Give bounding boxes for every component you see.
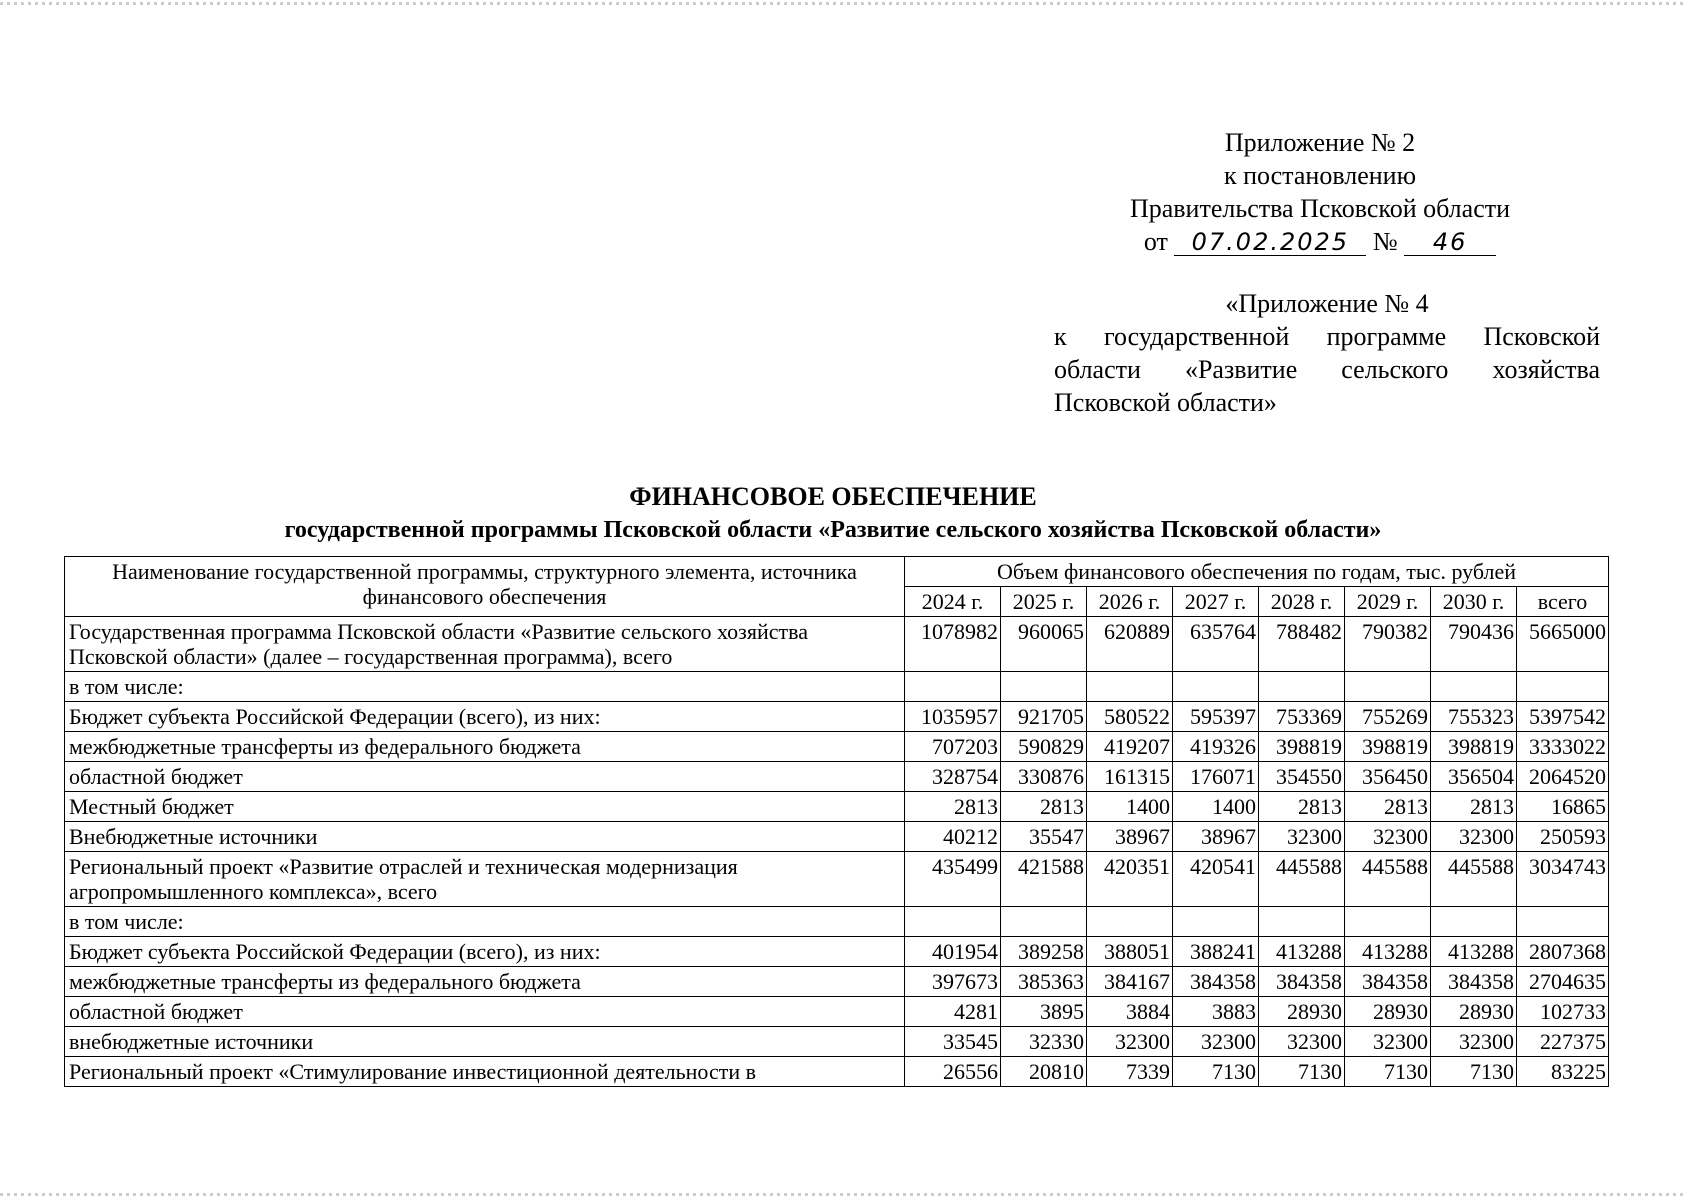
year-header: 2024 г. <box>905 587 1001 617</box>
value-cell: 38967 <box>1173 822 1259 852</box>
value-cell <box>1087 672 1173 702</box>
value-cell <box>1259 672 1345 702</box>
value-cell: 413288 <box>1345 937 1431 967</box>
value-cell: 419207 <box>1087 732 1173 762</box>
value-cell <box>1087 907 1173 937</box>
table-row <box>65 852 1609 907</box>
row-name-cell: в том числе: <box>65 672 905 702</box>
value-cell <box>905 672 1001 702</box>
year-header: 2030 г. <box>1431 587 1517 617</box>
value-cell: 7339 <box>1087 1057 1173 1087</box>
value-cell: 32300 <box>1345 822 1431 852</box>
value-cell: 398819 <box>1345 732 1431 762</box>
number-label: № <box>1372 227 1398 256</box>
value-cell: 35547 <box>1001 822 1087 852</box>
document-title: ФИНАНСОВОЕ ОБЕСПЕЧЕНИЕ <box>629 482 1037 511</box>
row-name-cell: областной бюджет <box>65 997 905 1027</box>
value-cell: 398819 <box>1431 732 1517 762</box>
value-cell: 1400 <box>1173 792 1259 822</box>
value-cell: 398819 <box>1259 732 1345 762</box>
row-name-cell: Бюджет субъекта Российской Федерации (всего), из них: <box>65 702 905 732</box>
appendix-program-block <box>1054 287 1600 419</box>
value-cell <box>1001 672 1087 702</box>
table-row <box>65 792 1609 822</box>
value-cell: 419326 <box>1173 732 1259 762</box>
appendix-program-line-1: «Приложение № 4 <box>1225 289 1429 318</box>
value-cell: 7130 <box>1345 1057 1431 1087</box>
value-cell: 176071 <box>1173 762 1259 792</box>
value-cell: 707203 <box>905 732 1001 762</box>
value-cell: 3333022 <box>1517 732 1609 762</box>
value-cell: 2813 <box>1259 792 1345 822</box>
value-cell: 28930 <box>1431 997 1517 1027</box>
value-cell: 420541 <box>1173 852 1259 907</box>
year-header: 2028 г. <box>1259 587 1345 617</box>
value-cell: 161315 <box>1087 762 1173 792</box>
document-subtitle: государственной программы Псковской области «Развитие сельского хозяйства Псковской области» <box>284 517 1382 543</box>
value-cell: 384358 <box>1173 967 1259 997</box>
value-cell: 788482 <box>1259 617 1345 672</box>
value-cell: 32300 <box>1259 1027 1345 1057</box>
table-body <box>65 617 1609 1087</box>
value-cell: 32330 <box>1001 1027 1087 1057</box>
value-cell: 3884 <box>1087 997 1173 1027</box>
value-cell: 2064520 <box>1517 762 1609 792</box>
value-cell: 250593 <box>1517 822 1609 852</box>
value-cell: 33545 <box>905 1027 1001 1057</box>
row-name-cell: Региональный проект «Стимулирование инвестиционной деятельности в <box>65 1057 905 1087</box>
appendix-date-line <box>1090 225 1550 258</box>
value-cell: 435499 <box>905 852 1001 907</box>
value-cell: 790436 <box>1431 617 1517 672</box>
value-cell: 7130 <box>1259 1057 1345 1087</box>
row-name-cell: Бюджет субъекта Российской Федерации (всего), из них: <box>65 937 905 967</box>
row-name-cell: в том числе: <box>65 907 905 937</box>
appendix-program-line-4: Псковской области» <box>1054 388 1277 417</box>
value-cell <box>1517 672 1609 702</box>
value-cell: 32300 <box>1087 1027 1173 1057</box>
value-cell: 356450 <box>1345 762 1431 792</box>
value-cell: 385363 <box>1001 967 1087 997</box>
row-name-cell: Региональный проект «Развитие отраслей и техническая модернизация агропромышленного комплекса», всего <box>65 852 905 907</box>
value-cell: 38967 <box>1087 822 1173 852</box>
value-cell: 354550 <box>1259 762 1345 792</box>
value-cell: 755323 <box>1431 702 1517 732</box>
value-cell: 4281 <box>905 997 1001 1027</box>
appendix-program-line-2: к государственной программе Псковской <box>1054 322 1600 351</box>
value-cell: 413288 <box>1259 937 1345 967</box>
appendix-line-1: Приложение № 2 <box>1224 128 1416 157</box>
table-row <box>65 762 1609 792</box>
handwritten-number: 46 <box>1404 229 1496 256</box>
scan-edge-bottom <box>0 1193 1686 1196</box>
value-cell: 5665000 <box>1517 617 1609 672</box>
value-cell: 384167 <box>1087 967 1173 997</box>
value-cell: 28930 <box>1345 997 1431 1027</box>
value-cell <box>1173 672 1259 702</box>
row-name-cell: областной бюджет <box>65 762 905 792</box>
value-cell: 420351 <box>1087 852 1173 907</box>
value-cell: 445588 <box>1345 852 1431 907</box>
value-cell <box>1259 907 1345 937</box>
table-row <box>65 1027 1609 1057</box>
value-cell: 32300 <box>1431 822 1517 852</box>
value-cell: 32300 <box>1431 1027 1517 1057</box>
value-cell: 384358 <box>1259 967 1345 997</box>
value-cell <box>1431 672 1517 702</box>
value-cell: 397673 <box>905 967 1001 997</box>
value-cell: 2807368 <box>1517 937 1609 967</box>
value-cell: 445588 <box>1431 852 1517 907</box>
row-name-cell: межбюджетные трансферты из федерального бюджета <box>65 732 905 762</box>
value-cell: 790382 <box>1345 617 1431 672</box>
table-row <box>65 997 1609 1027</box>
value-cell: 445588 <box>1259 852 1345 907</box>
value-cell: 32300 <box>1173 1027 1259 1057</box>
appendix-program-line-3: области «Развитие сельского хозяйства <box>1054 355 1600 384</box>
value-cell: 753369 <box>1259 702 1345 732</box>
table-row <box>65 732 1609 762</box>
value-cell: 1078982 <box>905 617 1001 672</box>
value-cell: 16865 <box>1517 792 1609 822</box>
value-cell: 580522 <box>1087 702 1173 732</box>
value-cell: 2704635 <box>1517 967 1609 997</box>
value-cell: 1400 <box>1087 792 1173 822</box>
table-row <box>65 907 1609 937</box>
value-cell: 620889 <box>1087 617 1173 672</box>
appendix-line-2: к постановлению <box>1223 161 1417 190</box>
value-cell: 7130 <box>1173 1057 1259 1087</box>
value-cell: 28930 <box>1259 997 1345 1027</box>
appendix-resolution-block <box>1090 126 1550 258</box>
value-cell <box>1001 907 1087 937</box>
handwritten-date: 07.02.2025 <box>1174 229 1366 256</box>
row-name-cell: Внебюджетные источники <box>65 822 905 852</box>
volume-column-header: Объем финансового обеспечения по годам, тыс. рублей <box>905 557 1609 587</box>
value-cell: 102733 <box>1517 997 1609 1027</box>
value-cell: 960065 <box>1001 617 1087 672</box>
value-cell <box>1517 907 1609 937</box>
scan-edge-top <box>0 2 1686 5</box>
value-cell: 388241 <box>1173 937 1259 967</box>
value-cell <box>1345 907 1431 937</box>
year-header: 2029 г. <box>1345 587 1431 617</box>
value-cell: 2813 <box>905 792 1001 822</box>
value-cell: 755269 <box>1345 702 1431 732</box>
value-cell: 32300 <box>1259 822 1345 852</box>
table-row <box>65 822 1609 852</box>
value-cell: 595397 <box>1173 702 1259 732</box>
value-cell: 227375 <box>1517 1027 1609 1057</box>
year-header: 2025 г. <box>1001 587 1087 617</box>
value-cell: 2813 <box>1001 792 1087 822</box>
value-cell: 384358 <box>1431 967 1517 997</box>
value-cell: 330876 <box>1001 762 1087 792</box>
date-prefix: от <box>1143 227 1168 256</box>
value-cell: 421588 <box>1001 852 1087 907</box>
value-cell: 2813 <box>1431 792 1517 822</box>
value-cell: 1035957 <box>905 702 1001 732</box>
value-cell <box>1173 907 1259 937</box>
row-name-cell: межбюджетные трансферты из федерального бюджета <box>65 967 905 997</box>
table-row <box>65 937 1609 967</box>
table-row <box>65 617 1609 672</box>
value-cell <box>1431 907 1517 937</box>
value-cell: 3883 <box>1173 997 1259 1027</box>
row-name-cell: Местный бюджет <box>65 792 905 822</box>
value-cell: 20810 <box>1001 1057 1087 1087</box>
value-cell: 3895 <box>1001 997 1087 1027</box>
value-cell: 590829 <box>1001 732 1087 762</box>
value-cell: 40212 <box>905 822 1001 852</box>
year-header: всего <box>1517 587 1609 617</box>
value-cell: 328754 <box>905 762 1001 792</box>
value-cell: 83225 <box>1517 1057 1609 1087</box>
value-cell: 2813 <box>1345 792 1431 822</box>
value-cell: 401954 <box>905 937 1001 967</box>
value-cell: 635764 <box>1173 617 1259 672</box>
value-cell: 389258 <box>1001 937 1087 967</box>
value-cell: 32300 <box>1345 1027 1431 1057</box>
table-row <box>65 702 1609 732</box>
value-cell: 5397542 <box>1517 702 1609 732</box>
value-cell: 26556 <box>905 1057 1001 1087</box>
value-cell <box>1345 672 1431 702</box>
row-name-cell: внебюджетные источники <box>65 1027 905 1057</box>
value-cell: 388051 <box>1087 937 1173 967</box>
appendix-line-3: Правительства Псковской области <box>1129 194 1511 223</box>
financing-table <box>64 556 1609 1087</box>
value-cell: 7130 <box>1431 1057 1517 1087</box>
year-header: 2026 г. <box>1087 587 1173 617</box>
value-cell: 413288 <box>1431 937 1517 967</box>
table-row <box>65 967 1609 997</box>
value-cell: 384358 <box>1345 967 1431 997</box>
value-cell <box>905 907 1001 937</box>
table-row <box>65 1057 1609 1087</box>
table-row <box>65 672 1609 702</box>
value-cell: 356504 <box>1431 762 1517 792</box>
name-column-header: Наименование государственной программы, структурного элемента, источника финансового обеспечения <box>65 557 905 617</box>
year-header: 2027 г. <box>1173 587 1259 617</box>
row-name-cell: Государственная программа Псковской области «Развитие сельского хозяйства Псковской области» (далее – государственная программа), всего <box>65 617 905 672</box>
value-cell: 921705 <box>1001 702 1087 732</box>
value-cell: 3034743 <box>1517 852 1609 907</box>
